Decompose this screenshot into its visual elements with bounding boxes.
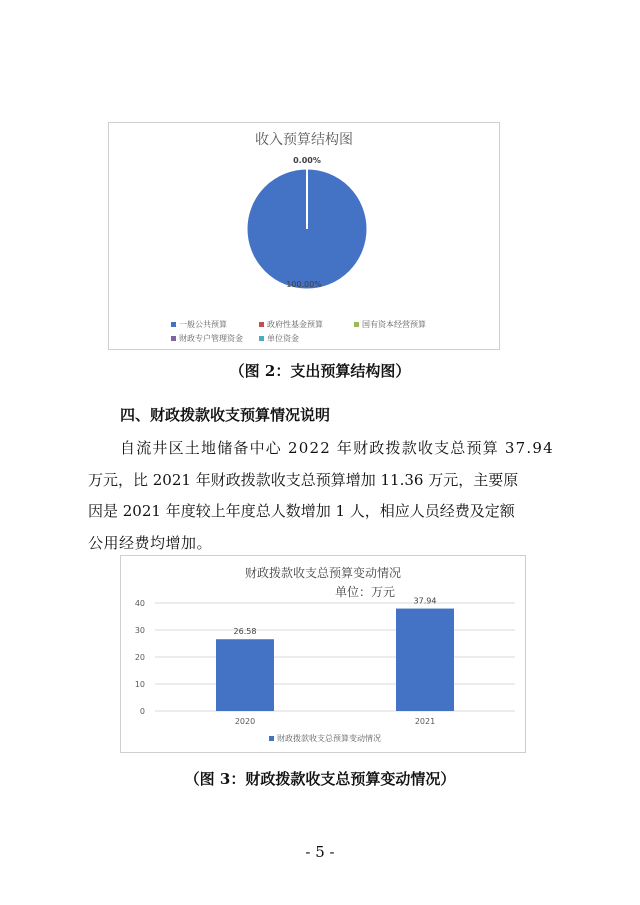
legend-swatch <box>259 322 264 327</box>
y-tick-label: 0 <box>139 707 145 716</box>
pie-chart-title: 收入预算结构图 <box>255 132 353 148</box>
body-text-line: 万元，比 2021 年财政拨款收支总预算增加 11.36 万元，主要原 <box>88 471 519 489</box>
y-tick-label: 30 <box>134 626 145 635</box>
legend-item <box>171 319 227 330</box>
legend-swatch <box>259 336 264 341</box>
pie-chart-container <box>108 122 500 350</box>
y-tick-label: 40 <box>134 599 145 608</box>
legend-swatch <box>171 336 176 341</box>
legend-swatch <box>354 322 359 327</box>
bar-chart-container <box>120 555 526 753</box>
legend-item <box>354 319 426 330</box>
legend-swatch <box>269 736 274 741</box>
figure-3-caption: （图 3：财政拨款收支总预算变动情况） <box>184 770 456 788</box>
bar-chart-title: 财政拨款收支总预算变动情况 <box>244 566 401 580</box>
body-text-line: 因是 2021 年度较上年度总人数增加 1 人，相应人员经费及定额 <box>88 502 515 520</box>
figure-2-caption: （图 2：支出预算结构图） <box>229 362 411 380</box>
legend-label: 一般公共预算 <box>179 320 227 329</box>
y-tick-label: 10 <box>134 680 145 689</box>
y-tick-label: 20 <box>134 653 145 662</box>
body-text-line: 自流井区土地储备中心 2022 年财政拨款收支总预算 37.94 <box>120 439 554 457</box>
legend-swatch <box>171 322 176 327</box>
legend-label: 财政拨款收支总预算变动情况 <box>277 734 381 743</box>
pie-label-main: 100.00% <box>286 280 322 289</box>
bar-chart-unit: 单位：万元 <box>335 585 396 599</box>
body-text-line: 公用经费均增加。 <box>88 534 213 552</box>
bar-data-label: 37.94 <box>413 596 437 606</box>
bar-data-label: 26.58 <box>233 627 257 637</box>
legend-label: 财政专户管理资金 <box>179 334 243 343</box>
x-tick-label: 2021 <box>414 717 436 726</box>
legend-item <box>269 733 381 744</box>
pie-legend <box>109 123 499 349</box>
legend-item <box>171 333 243 344</box>
legend-label: 国有资本经营预算 <box>362 320 426 329</box>
bar-legend <box>121 556 525 752</box>
page-number: - 5 - <box>305 843 335 861</box>
section-heading: 四、财政拨款收支预算情况说明 <box>120 406 331 424</box>
pie-label-small: 0.00% <box>293 156 321 165</box>
legend-item <box>259 333 299 344</box>
x-tick-label: 2020 <box>234 717 256 726</box>
legend-label: 单位资金 <box>267 334 299 343</box>
legend-label: 政府性基金预算 <box>267 320 323 329</box>
legend-item <box>259 319 323 330</box>
